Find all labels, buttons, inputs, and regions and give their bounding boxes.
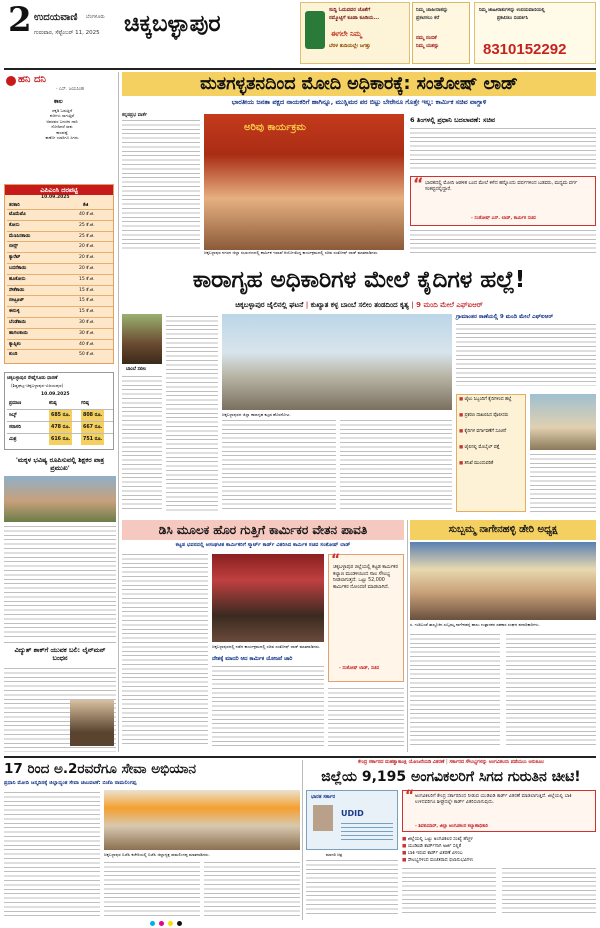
bullet-icon: ■ <box>402 851 408 856</box>
vegetable-name: ಶುಂಠಿ <box>9 352 18 358</box>
lead-quote: ಭಾರತದಲ್ಲಿ ಮೋದಿ ಆಡಳಿತ ಬಂದ ಮೇಲೆ ಕಳೆದ ಹನ್ನೊಂದು ವರ್ಷಗಳಿಂದ ಬಡವರು, ಮಧ್ಯಮ ವರ್ಗ ಸಂಕಷ್ಟದಲ್ಲಿದ್ದಾರೆ. <box>425 181 578 193</box>
silk-rows <box>7 409 113 445</box>
price-row <box>7 209 113 220</box>
price-row <box>7 295 113 306</box>
price-row <box>7 349 113 360</box>
price-row <box>7 220 113 231</box>
jail-body <box>530 454 596 512</box>
vegetable-price: 15 ಕೆ.ಜಿ. <box>79 298 95 304</box>
seva-body <box>4 792 100 916</box>
ad3-line: ನಿಮ್ಮ ಜಾಹೀರಾತುಗಳನ್ನು ಉದಯವಾಣಿಯಲ್ಲಿ <box>479 8 545 13</box>
bullet-icon: ■ <box>459 413 465 418</box>
silk-grade: ಸರಾಸರಿ <box>9 425 21 430</box>
bullet-text: ಯುಡಿಐಡಿ ಕಾರ್ಡ್‌ಗಾಗಿ ಅರ್ಜಿ ಸಲ್ಲಿಕೆ <box>407 844 462 849</box>
jail-body <box>166 316 218 512</box>
id-card-image <box>306 790 398 850</box>
price-table-title: ಎಪಿಎಂಸಿ ದರಪಟ್ಟಿ <box>5 185 113 195</box>
dc-photo <box>212 554 324 642</box>
story-body <box>4 526 116 638</box>
silk-rate: 667 ರೂ. <box>81 422 104 433</box>
dairy-body <box>410 634 500 746</box>
column-title: ಹನಿ ದನಿ <box>18 74 46 85</box>
vegetable-name: ಸೌತೆಕಾಯಿ <box>9 287 25 293</box>
vegetable-name: ಹಾಗಲಕಾಯಿ <box>9 330 28 336</box>
cards-quote-attr: - ಶಿವಕುಮಾರ್, ಜಿಲ್ಲಾ ಅಂಗವಿಕಲರ ಕಲ್ಯಾಣಾಧಿಕಾರಿ <box>415 824 488 829</box>
vegetable-price: 40 ಕೆ.ಜಿ. <box>79 212 95 217</box>
honey-icon <box>6 76 16 86</box>
seva-subhead: ಪ್ರಧಾನಿ ಮೋದಿ ಜನ್ಮದಿನಕ್ಕೆ ಜಿಲ್ಲಾದ್ಯಂತ ಸೇವಾ ಚಟುವಟಿಕೆ: ಬಿಜೆಪಿ ರಾಮಲಿಂಗಪ್ಪ <box>4 780 137 786</box>
bullet-item <box>402 843 596 850</box>
bullet-item <box>402 850 596 857</box>
bullet-text: ಜೈಲು ಸಿಬ್ಬಂದಿಗೆ ಕೈದಿಗಳಿಂದ ಹಲ್ಲೆ <box>464 397 512 402</box>
card-caption: ಮಾದರಿ ಚಿತ್ರ <box>326 852 343 857</box>
price-row <box>7 317 113 328</box>
masthead-rule <box>4 68 596 70</box>
silk-rate: 751 ರೂ. <box>81 434 104 445</box>
ad1-line: ಈಗಲೇ ನಿಮ್ಮ <box>331 30 362 38</box>
stage-banner: ಅರಿವು ಕಾರ್ಯಕ್ರಮ <box>244 122 306 133</box>
vegetable-price: 15 ಕೆ.ಜಿ. <box>79 287 95 293</box>
seva-story <box>4 760 300 920</box>
section-rule <box>4 756 596 758</box>
vegetable-name: ಬೀಟ್ರೂಟ್ <box>9 298 25 304</box>
vegetable-name: ಬೆಂಡೆಕಾಯಿ <box>9 319 27 325</box>
ad2-line: ನಮ್ಮ ನಂಬಿಕೆ <box>416 35 437 41</box>
price-rows <box>7 209 113 360</box>
vegetable-price: 30 ಕೆ.ಜಿ. <box>79 319 95 325</box>
ad-box <box>412 2 470 64</box>
vegetable-name: ಕ್ಯಾಪ್ಸಿಕಂ <box>9 341 21 347</box>
dc-kicker: ದೇಶಕ್ಕೆ ಮಾದರಿ ಆದ ಕಾರ್ಮಿಕ ಯೋಜನೆ ಜಾರಿ <box>212 656 293 662</box>
dc-quote-box <box>328 554 404 682</box>
registration-marks <box>150 921 450 926</box>
ad3-line: ಪ್ರಕಟಿಸಲು ಸಂಪರ್ಕಿಸಿ <box>497 16 529 21</box>
bullet-icon: ■ <box>459 429 465 434</box>
id-card-lines <box>341 823 393 843</box>
lead-body <box>410 128 596 172</box>
bullet-text: ಕೈದಿಗಳ ವರ್ಗಾವಣೆಗೆ ಸೂಚನೆ <box>464 429 507 434</box>
poem-line: ಕಾಣೋ ಯಾರಿಗೂ ಸಿಗದು <box>45 135 79 141</box>
mugshot-label: ಬಾಂಬೆ ಸಲೀಂ <box>126 367 147 372</box>
reg-dot-magenta <box>159 921 164 926</box>
bullet-icon: ■ <box>459 397 465 402</box>
price-row <box>7 241 113 252</box>
price-row <box>7 252 113 263</box>
separator-icon: | <box>305 301 311 309</box>
jail-subhead-b: ಕುಖ್ಯಾತ ಕಳ್ಳ ಬಾಂಬೆ ಸಲೀಂ ತಂಡದಿಂದ ಕೃತ್ಯ <box>310 301 409 309</box>
cards-bullets <box>402 836 596 864</box>
vegetable-price: 40 ಕೆ.ಜಿ. <box>79 341 95 347</box>
price-row <box>7 339 113 350</box>
teachers-photo <box>4 476 116 522</box>
story-headline: ವಿದ್ಯುತ್ ಶಾಕ್‌ಗೆ ಯುವಕ ಬಲಿ: ಲೈನ್‌ಮನ್ ಬಂಧನ <box>14 646 106 662</box>
jail-subhead-c: 9 ಮಂದಿ ಮೇಲೆ ಎಫ್‌ಐಆರ್ <box>416 301 483 309</box>
poem <box>22 108 102 140</box>
column-rule <box>118 72 119 752</box>
vegetable-price: 15 ಕೆ.ಜಿ. <box>79 276 95 282</box>
jail-subhead-a: ಚಿಕ್ಕಬಳ್ಳಾಪುರ ಜೈಲಿನಲ್ಲಿ ಘಟನೆ <box>235 301 304 309</box>
dairy-body <box>506 634 596 746</box>
jail-subhead <box>122 300 596 310</box>
jail-headline: ಕಾರಾಗೃಹ ಅಧಿಕಾರಿಗಳ ಮೇಲೆ ಕೈದಿಗಳ ಹಲ್ಲೆ! <box>192 267 526 293</box>
poem-line: ಕುರಿಗಳು ಸಾಗುತ್ತಿವೆ <box>49 113 75 119</box>
lead-caption: ಚಿಕ್ಕಬಳ್ಳಾಪುರ ನಗರದ ಜಿಲ್ಲಾ ಸಭಾಂಗಣದಲ್ಲಿ ಕಾರ್ಮಿಕ ಇಲಾಖೆ ಆಯೋಜಿಸಿದ್ದ ಕಾರ್ಯಕ್ರಮದಲ್ಲಿ ಸಚಿವ ಸಂತೋಷ್ ಲಾಡ್ ಮಾತನಾಡಿದರು. <box>204 250 379 255</box>
lead-story <box>122 72 596 260</box>
vegetable-price: 20 ಕೆ.ಜಿ. <box>79 265 95 271</box>
jail-body <box>340 420 452 512</box>
column-byline: - ಎಸ್. ಜಯಸಿಂಹ <box>56 87 84 92</box>
jail-caption: ಚಿಕ್ಕಬಳ್ಳಾಪುರದ ಜಿಲ್ಲಾ ಕಾರಾಗೃಹ ಕಟ್ಟಡ ಹೊರನೋಟ. <box>222 412 291 417</box>
id-cards-story <box>306 760 596 920</box>
id-card-label: UDID <box>341 809 364 818</box>
vegetable-name: ಬೀನ್ಸ್ <box>9 244 18 250</box>
poem-line: ಚಕ್ಕಡಿ ಓಡುತ್ತಿದೆ <box>51 108 73 113</box>
id-photo <box>313 805 333 831</box>
cards-headline: ಜಿಲ್ಲೆಯ 9,195 ಅಂಗವಿಕಲರಿಗೆ ಸಿಗದ ಗುರುತಿನ ಚೀಟಿ! <box>321 769 581 785</box>
dairy-photo <box>410 542 596 620</box>
vegetable-name: ಟೊಮೆಟೊ <box>9 212 26 217</box>
cards-quote-box <box>402 790 596 832</box>
seva-caption: ಚಿಕ್ಕಬಳ್ಳಾಪುರ ಬಿಜೆಪಿ ಕಚೇರಿಯಲ್ಲಿ ಬಿಜೆಪಿ ಜಿಲ್ಲಾಧ್ಯಕ್ಷ ರಾಮಲಿಂಗಪ್ಪ ಮಾತನಾಡಿದರು. <box>104 852 210 857</box>
vegetable-price: 50 ಕೆ.ಜಿ. <box>79 352 95 358</box>
silk-table <box>4 372 114 450</box>
reg-dot-black <box>177 921 182 926</box>
silk-row <box>7 433 113 445</box>
silk-grade: ಮಿಶ್ರ <box>9 437 17 442</box>
masthead <box>0 0 600 70</box>
price-table-date: 10.09.2025 <box>41 195 70 200</box>
vegetable-price: 20 ಕೆ.ಜಿ. <box>79 244 95 250</box>
price-col-header: ಕೆಜಿ <box>83 203 89 208</box>
seva-photo <box>104 790 300 850</box>
dc-subhead: ಕಟ್ಟಡ ಭವನದಲ್ಲಿ ಅಸಂಘಟಿತ ಕಾರ್ಮಿಕರಿಗೆ ಸ್ಮಾರ್ಟ್ ಕಾರ್ಡ್ ವಿತರಿಸಿದ ಕಾರ್ಮಿಕ ಸಚಿವ ಸಂತೋಷ್ ಲಾಡ್ <box>175 542 351 548</box>
ad1-line: ಸುದ್ದಿ ಓದುವವರ ಜೊತೆಗೆ <box>329 7 371 13</box>
ad2-line: ಪ್ರಕಟಿಸಲು ಕರೆ <box>416 15 440 21</box>
seva-body <box>204 862 300 916</box>
vegetable-name: ಮೆಣಸಿನಕಾಯಿ <box>9 233 31 239</box>
price-col-header: ತರಕಾರಿ <box>9 203 20 208</box>
dc-body <box>212 666 324 746</box>
date-line: ಗುರುವಾರ, ಸೆಪ್ಟೆಂಬರ್ 11, 2025 <box>34 30 100 36</box>
dairy-headline: ಸುಬ್ಬಮ್ಮ ನಾಗೇನಹಳ್ಳಿ ಡೇರಿ ಅಧ್ಯಕ್ಷ <box>410 520 596 540</box>
jail-body <box>122 376 162 512</box>
silk-date: 10.09.2025 <box>41 392 70 397</box>
jail-side-photo <box>530 394 596 450</box>
bullet-icon: ■ <box>402 858 408 863</box>
portrait-photo <box>70 700 114 746</box>
cards-body <box>502 868 596 916</box>
dairy-story <box>410 520 596 752</box>
bullet-item <box>459 397 523 403</box>
dc-body <box>122 554 208 746</box>
quote-mark-icon: “ <box>331 552 341 568</box>
price-row <box>7 274 113 285</box>
contact-ad <box>474 2 596 64</box>
lead-dateline: ಕನ್ನಡಪ್ರಭ ವಾರ್ತೆ <box>122 113 148 118</box>
poem-title: ಕಾಲ <box>54 98 63 105</box>
lead-photo <box>204 114 404 250</box>
price-row <box>7 263 113 274</box>
vegetable-name: ಕೋಸು <box>9 222 20 228</box>
cards-kicker-b: ಸರ್ಕಾರದ ಸೌಲಭ್ಯಗಳನ್ನು ಅಂಗವಿಕಲರು ಪಡೆಯಲು ಅನುಕೂಲ <box>449 760 545 765</box>
bullet-icon: ■ <box>459 445 465 450</box>
bullet-item <box>459 461 523 467</box>
id-card-title: ಭಾರತ ಸರ್ಕಾರ <box>311 794 336 800</box>
silk-col-header: ಕನಿಷ್ಠ <box>49 401 57 406</box>
lead-headline: ಮತಗಳ್ಳತನದಿಂದ ಮೋದಿ ಅಧಿಕಾರಕ್ಕೆ: ಸಂತೋಷ್ ಲಾಡ್ <box>122 72 596 96</box>
jail-bullets <box>456 394 526 512</box>
silk-col-header: ಪ್ರಮಾಣ <box>9 401 22 406</box>
ad1-line: ಬೆರಳ ತುದಿಯಲ್ಲೇ ಜಗತ್ತು <box>329 43 371 49</box>
bullet-text: ಬಾಕಿ ಇರುವ ಕಾರ್ಡ್ ವಿತರಣೆ ವಿಳಂಬ <box>407 851 463 856</box>
silk-row <box>7 409 113 421</box>
bullet-icon: ■ <box>402 844 408 849</box>
vegetable-price: 15 ಕೆ.ಜಿ. <box>79 309 95 315</box>
silk-rate: 685 ರೂ. <box>49 410 72 421</box>
ad-phone: 8310152292 <box>483 41 567 58</box>
jail-body <box>456 324 596 386</box>
lead-quote-box <box>410 176 596 226</box>
bullet-text: ತನಿಖೆ ಮುಂದುವರಿಕೆ <box>464 461 494 466</box>
vegetable-price: 20 ಕೆ.ಜಿ. <box>79 255 95 261</box>
quote-mark-icon: “ <box>405 788 415 804</box>
ad2-line: ನಿಮ್ಮ ಜಾಹೀರಾತನ್ನು <box>416 7 449 13</box>
bullet-item <box>402 857 596 864</box>
sidebar <box>4 72 116 752</box>
dc-body <box>328 688 404 746</box>
separator-icon: | <box>411 301 417 309</box>
silk-rate: 478 ರೂ. <box>49 422 72 433</box>
poem-line: ಕಾಲವಷ್ಟೆ <box>56 129 68 135</box>
column-rule <box>407 520 408 752</box>
bullet-text: ಜಿಲ್ಲೆಯಲ್ಲಿ ಒಟ್ಟು ಅಂಗವಿಕಲರ ಸಂಖ್ಯೆ ಹೆಚ್ಚಳ <box>407 837 473 842</box>
cards-kicker-a: ಕೇಂದ್ರ ಸರ್ಕಾರದ ಮಹತ್ವಾಕಾಂಕ್ಷಿ ಯೋಜನೆಯಡಿ ವಿತರಣೆ <box>357 760 445 765</box>
cards-kicker <box>306 760 596 766</box>
price-row <box>7 285 113 296</box>
price-row <box>7 306 113 317</box>
reg-dot-cyan <box>150 921 155 926</box>
section-title: ಚಿಕ್ಕಬಳ್ಳಾಪುರ <box>124 11 221 37</box>
dc-headline: ಡಿಸಿ ಮೂಲಕ ಹೊರ ಗುತ್ತಿಗೆ ಕಾರ್ಮಿಕರ ವೇತನ ಪಾವತಿ <box>122 520 404 540</box>
vegetable-name: ಕ್ಯಾರೆಟ್ <box>9 255 21 261</box>
bullet-item <box>459 413 523 419</box>
vegetable-name: ಹೂಕೋಸು <box>9 276 26 282</box>
silk-rate: 808 ರೂ. <box>81 410 104 421</box>
cards-quote: ಅಂಗವಿಕಲರಿಗೆ ಕೇಂದ್ರ ಸರ್ಕಾರದಿಂದ ನೀಡುವ ಯುಡಿಐಡಿ ಕಾರ್ಡ್ ವಿತರಣೆ ಮಾಡಲಾಗುತ್ತಿದೆ. ಜಿಲ್ಲೆಯಲ್ಲಿ ಬಾಕಿ ಉಳಿದವರಿಗೂ ಶೀಘ್ರದಲ್ಲೇ ಕಾರ್ಡ್ ವಿತರಿಸಲಾಗುವುದು. <box>415 794 572 806</box>
jail-side-kicker: ಗ್ರಾಮಾಂತರ ಠಾಣೆಯಲ್ಲಿ 9 ಮಂದಿ ಮೇಲೆ ಎಫ್‌ಐಆರ್ <box>456 314 554 320</box>
silk-row <box>7 421 113 433</box>
silk-title: ಚಿಕ್ಕಬಳ್ಳಾಪುರ ರೇಷ್ಮೆಗೂಡು ಧಾರಣೆ <box>7 376 58 381</box>
page-number: 2 <box>8 0 32 40</box>
dc-story <box>122 520 404 752</box>
paper-tag: ಬೆಂಗಳೂರು <box>86 14 105 20</box>
bullet-text: ಸೌಲಭ್ಯಗಳಿಂದ ವಂಚಿತರಾದ ಫಲಾನುಭವಿಗಳು <box>407 858 474 863</box>
price-table <box>4 184 114 364</box>
ad2-line: ನಿಮ್ಮ ಯಶಸ್ಸು <box>416 43 439 49</box>
poem-line: ಅವರವರ ಬದುಕಿನ ದಾರಿ <box>46 118 78 124</box>
bullet-text: ಪ್ರಕರಣ ದಾಖಲಿಸಿದ ಪೊಲೀಸರು <box>464 413 509 418</box>
bullet-item <box>402 836 596 843</box>
cards-body <box>306 860 398 916</box>
vegetable-price: 30 ಕೆ.ಜಿ. <box>79 330 95 336</box>
quote-mark-icon: “ <box>413 174 424 193</box>
silk-subtitle: (ಶಿಡ್ಲಘಟ್ಟ–ಚಿಕ್ಕಬಳ್ಳಾಪುರ–ವಿಜಯಪುರ) <box>11 383 64 388</box>
bullet-icon: ■ <box>459 461 465 466</box>
silk-grade: ಸಿಲ್ಕ್ <box>9 413 17 418</box>
app-ad <box>300 2 410 64</box>
seva-headline: 17 ರಿಂದ ಅ.2ರವರೆಗೂ ಸೇವಾ ಅಭಿಯಾನ <box>4 761 196 777</box>
jail-story <box>122 262 596 518</box>
poem-line: ನೋಡಿದರೆ ಸಾಕು <box>51 124 73 130</box>
cards-body <box>402 868 496 916</box>
lead-quote-attr: - ಸಂತೋಷ್ ಎಸ್. ಲಾಡ್, ಕಾರ್ಮಿಕ ಸಚಿವ <box>471 216 536 221</box>
bullet-item <box>459 429 523 435</box>
vegetable-price: 25 ಕೆ.ಜಿ. <box>79 233 95 239</box>
separator-icon: | <box>446 760 450 765</box>
price-row <box>7 328 113 339</box>
silk-col-header: ಗರಿಷ್ಠ <box>81 401 89 406</box>
mugshot <box>122 314 162 364</box>
vegetable-price: 25 ಕೆ.ಜಿ. <box>79 222 95 228</box>
bullet-item <box>459 445 523 451</box>
story-headline: 'ಮಕ್ಕಳ ಭವಿಷ್ಯ ರೂಪಿಸುವಲ್ಲಿ ಶಿಕ್ಷಕರ ಪಾತ್ರ ಪ್ರಮುಖ' <box>15 456 105 472</box>
paper-name: ಉದಯವಾಣಿ <box>34 12 78 23</box>
lead-kicker: 6 ತಿಂಗಳಲ್ಲಿ ಪ್ರಧಾನಿ ಬದಲಾವಣೆ: ಸಚಿವ <box>410 116 496 124</box>
dairy-caption: ಸ. ಗುಡಿಬಂಡೆ ತಾಲ್ಲೂಕಿನ ಸುಬ್ಬಮ್ಮ ನಾಗೇನಹಳ್ಳಿ ಹಾಲು ಉತ್ಪಾದಕರ ಸಹಕಾರ ಸಂಘದ ಪದಾಧಿಕಾರಿಗಳು. <box>410 622 540 627</box>
bullet-text: ಜೈಲಿನಲ್ಲಿ ಮೊಬೈಲ್ ಪತ್ತೆ <box>464 445 500 450</box>
vegetable-name: ಬದನೆಕಾಯಿ <box>9 265 27 271</box>
lead-subhead: ಭಾರತೀಯ ಜನತಾ ಪಕ್ಷದ ನಾಯಕರಿಗೆ ಹಾಗಿನ್ನೂ, ಮುಸ್ಲಿಮರ ಪರ ಬಿಟ್ಟು ಬೇರೇನೂ ಗೊತ್ತೇ ಇಲ್ಲ: ಕಾರ್ಮಿಕ ಸಚಿವ ವಾಗ್ದಾಳಿ <box>231 98 487 106</box>
vegetable-name: ಈರುಳ್ಳಿ <box>9 309 20 315</box>
dc-quote: ಚಿಕ್ಕಬಳ್ಳಾಪುರ ಜಿಲ್ಲೆಯಲ್ಲಿ ಕಟ್ಟಡ ಕಾರ್ಮಿಕರ ಕಲ್ಯಾಣ ಮಂಡಳಿಯಿಂದ ಸಾಲ ಸೌಲಭ್ಯ ನೀಡಲಾಗುತ್ತದೆ. ಒಟ್ಟು 52,000 ಕಾರ್ಮಿಕರ ನೋಂದಣಿ ಮಾಡಲಾಗಿದೆ. <box>333 565 398 590</box>
dc-quote-attr: - ಸಂತೋಷ್ ಲಾಡ್, ಸಚಿವ <box>339 666 380 671</box>
jail-body <box>222 420 336 512</box>
divider <box>4 642 116 643</box>
dc-caption: ಚಿಕ್ಕಬಳ್ಳಾಪುರದಲ್ಲಿ ನಡೆದ ಕಾರ್ಯಕ್ರಮದಲ್ಲಿ ಸಚಿವ ಸಂತೋಷ್ ಲಾಡ್ ಮಾತನಾಡಿದರು. <box>212 644 321 649</box>
silk-rate: 616 ರೂ. <box>49 434 72 445</box>
bullet-icon: ■ <box>402 837 408 842</box>
lead-body <box>410 230 596 256</box>
ad1-line: ನಮ್ಮೊಟ್ಟಿಗೆ ಕೂಡಾ ಕೂಡಿಯ... <box>329 15 380 21</box>
lead-body <box>122 120 200 250</box>
column-rule <box>302 760 303 920</box>
prison-photo <box>222 314 452 410</box>
phone-illustration <box>305 11 325 49</box>
seva-body <box>104 862 200 916</box>
price-row <box>7 231 113 242</box>
reg-dot-yellow <box>168 921 173 926</box>
